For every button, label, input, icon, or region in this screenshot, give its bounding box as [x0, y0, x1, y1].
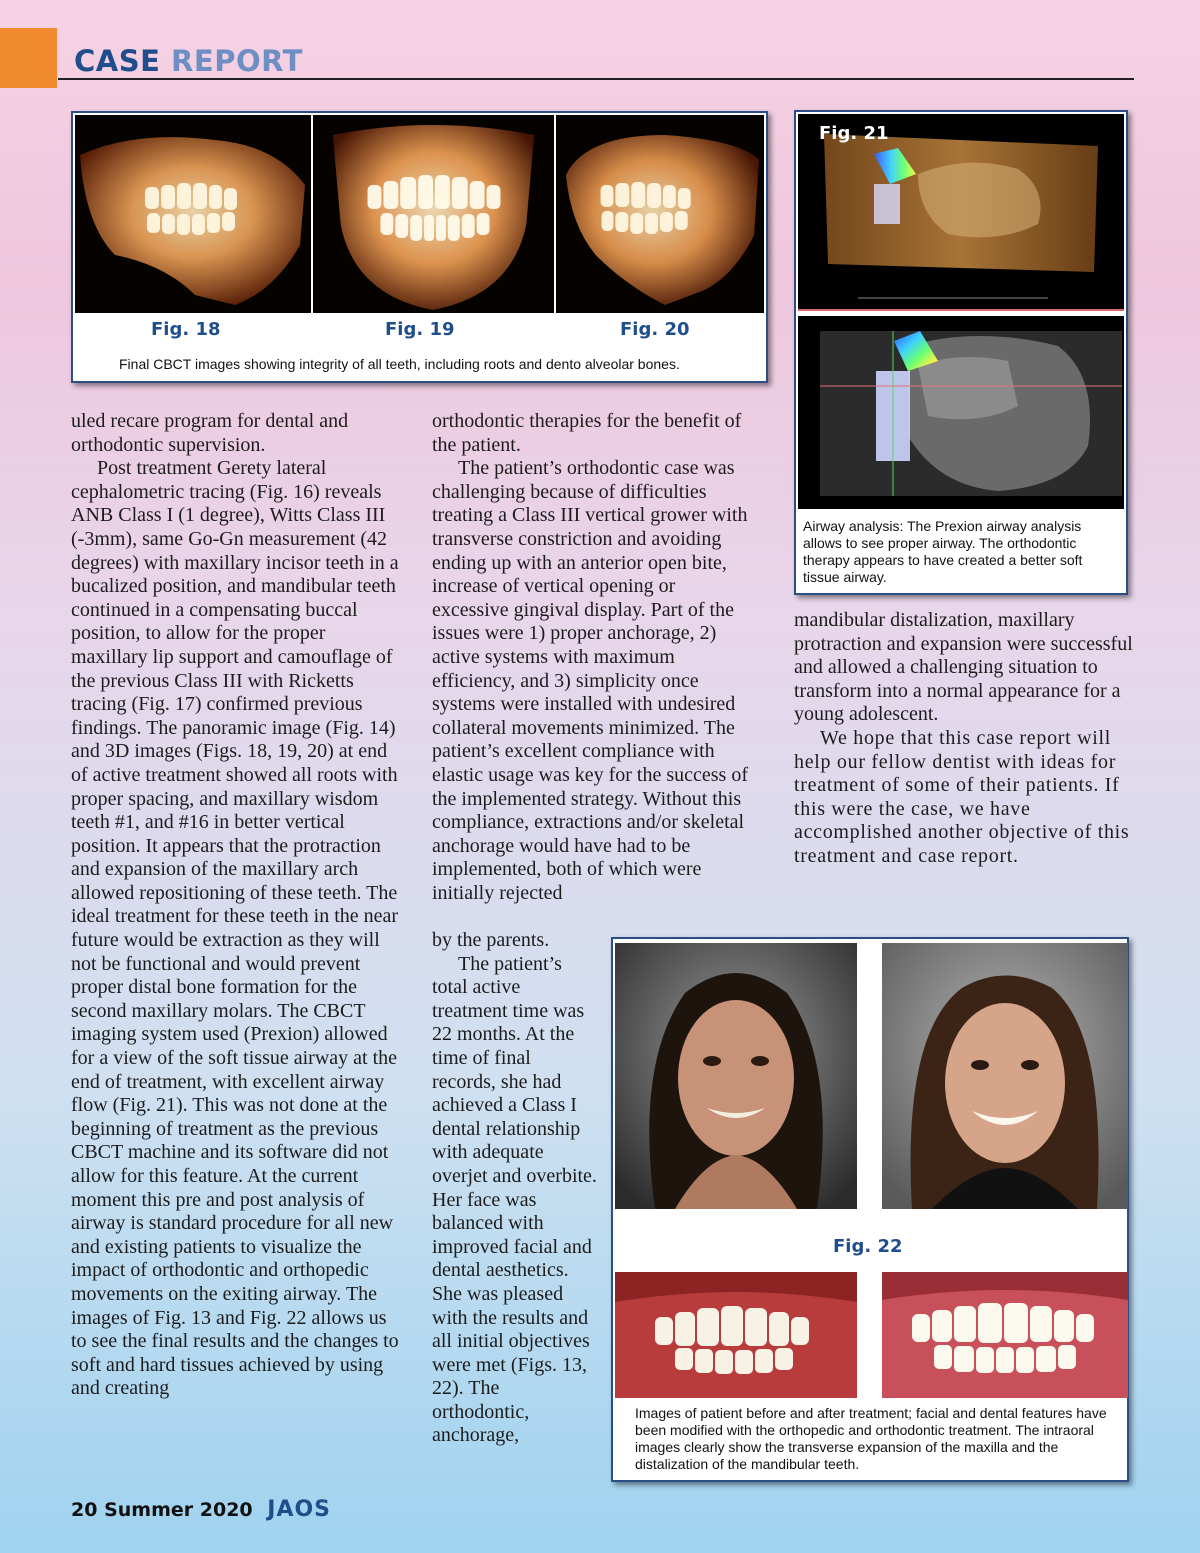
header-word-case: CASE	[74, 44, 161, 78]
text-column-1	[71, 410, 407, 1401]
text-column-3	[794, 609, 1134, 869]
intraoral-photo-after	[882, 1272, 1128, 1398]
fig21-label: Fig. 21	[819, 123, 889, 144]
col2-paragraph-1: orthodontic therapies for the benefit of the patient.	[432, 410, 742, 456]
intraoral-photo-before	[615, 1272, 857, 1398]
section-tab	[0, 28, 57, 88]
patient-photos-figure	[611, 937, 1129, 1482]
fig19-label: Fig. 19	[385, 319, 455, 340]
col2-paragraph-2: The patient’s orthodontic case was challenging because of difficulties treating a Class III vertical grower with transverse constriction and avoiding ending up with an anterior open bite, increase of vertical opening or excessive gingival display. Part of the issues were 1) proper anchorage, 2) active systems with maximum efficiency, and 3) simplicity once systems were installed with undesired collateral movements minimized. The patient’s excellent compliance with elastic usage was key for the success of the implemented strategy. Without this compliance, extractions and/or skeletal anchorage would have had to be implemented, both of which were initially rejected	[432, 457, 748, 904]
col3-paragraph-1: mandibular distalization, maxillary protraction and expansion were successful and allowed a challenging situation to transform into a normal appearance for a young adolescent.	[794, 609, 1133, 726]
cbct-caption: Final CBCT images showing integrity of all teeth, including roots and dento alveolar bones.	[119, 356, 680, 372]
col2-paragraph-3: by the parents.	[432, 929, 550, 951]
journal-name: JAOS	[267, 1497, 332, 1522]
facial-photo-after	[882, 943, 1128, 1209]
airway-caption: Airway analysis: The Prexion airway analysis allows to see proper airway. The orthodontic therapy appears to have created a better soft tissue airway.	[803, 518, 1083, 585]
issue-date: Summer 2020	[104, 1499, 253, 1521]
col1-paragraph-1: uled recare program for dental and orthodontic supervision.	[71, 410, 349, 456]
cbct-image-left-lateral	[554, 115, 764, 313]
photos-caption: Images of patient before and after treatment; facial and dental features have been modified with the orthopedic and orthodontic treatment. The intraoral images clearly show the transverse expansion of the maxilla and the distalization of the mandibular teeth.	[635, 1405, 1107, 1472]
fig22-label: Fig. 22	[833, 1236, 903, 1257]
airway-ceph-image	[798, 316, 1124, 509]
fig20-label: Fig. 20	[620, 319, 690, 340]
col2-paragraph-4: The patient’s total active treatment time was 22 months. At the time of final records, she had achieved a Class I dental relationship with adequate overjet and overbite. Her face was balanced with improved facial and dental aesthetics. She was pleased with the results and all initial objectives were met (Figs. 13, 22). The orthodontic, anchorage,	[432, 952, 597, 1447]
text-column-2-top	[432, 410, 756, 905]
header-word-report: REPORT	[171, 44, 303, 78]
airway-figure	[794, 110, 1128, 595]
airway-3d-image	[798, 114, 1124, 311]
facial-photo-before	[615, 943, 857, 1209]
section-header	[74, 44, 303, 78]
cbct-figure	[71, 111, 768, 383]
cbct-image-frontal	[311, 115, 554, 313]
page-footer	[71, 1497, 331, 1522]
page-number: 20	[71, 1499, 98, 1521]
col1-paragraph-2: Post treatment Gerety lateral cephalometric tracing (Fig. 16) reveals ANB Class I (1 degree), Witts Class III (-3mm), same Go-Gn measurement (42 degrees) with maxillary incisor teeth in a bucalized position, and mandibular teeth continued in a compensating buccal position, to allow for the proper maxillary lip support and camouflage of the previous Class III with Ricketts tracing (Fig. 17) confirmed previous findings. The panoramic image (Fig. 14) and 3D images (Figs. 18, 19, 20) at end of active treatment showed all roots with proper spacing, and maxillary wisdom teeth #1, and #16 in better vertical position. It appears that the protraction and expansion of the maxillary arch allowed repositioning of these teeth. The ideal treatment for these teeth in the near future would be extraction as they will not be functional and would prevent proper distal bone formation for the second maxillary molars. The CBCT imaging system used (Prexion) allowed for a view of the soft tissue airway at the end of treatment, with excellent airway flow (Fig. 21). This was not done at the beginning of treatment as the previous CBCT machine and its software did not allow for this feature. At the current moment this pre and post analysis of airway is standard procedure for all new and existing patients to visualize the impact of orthodontic and orthopedic movements on the exiting airway. The images of Fig. 13 and Fig. 22 allows us to see the final results and the changes to soft and hard tissues achieved by using and creating	[71, 457, 399, 1400]
header-rule	[58, 78, 1134, 80]
col3-paragraph-2: We hope that this case report will help our fellow dentist with ideas for treatment of some of their patients. If this were the case, we have accomplished another objective of this treatment and case report.	[794, 726, 1130, 867]
cbct-image-right-lateral	[75, 115, 311, 313]
text-column-2-bottom	[432, 929, 597, 1448]
cbct-image-strip	[75, 115, 764, 313]
fig18-label: Fig. 18	[151, 319, 221, 340]
